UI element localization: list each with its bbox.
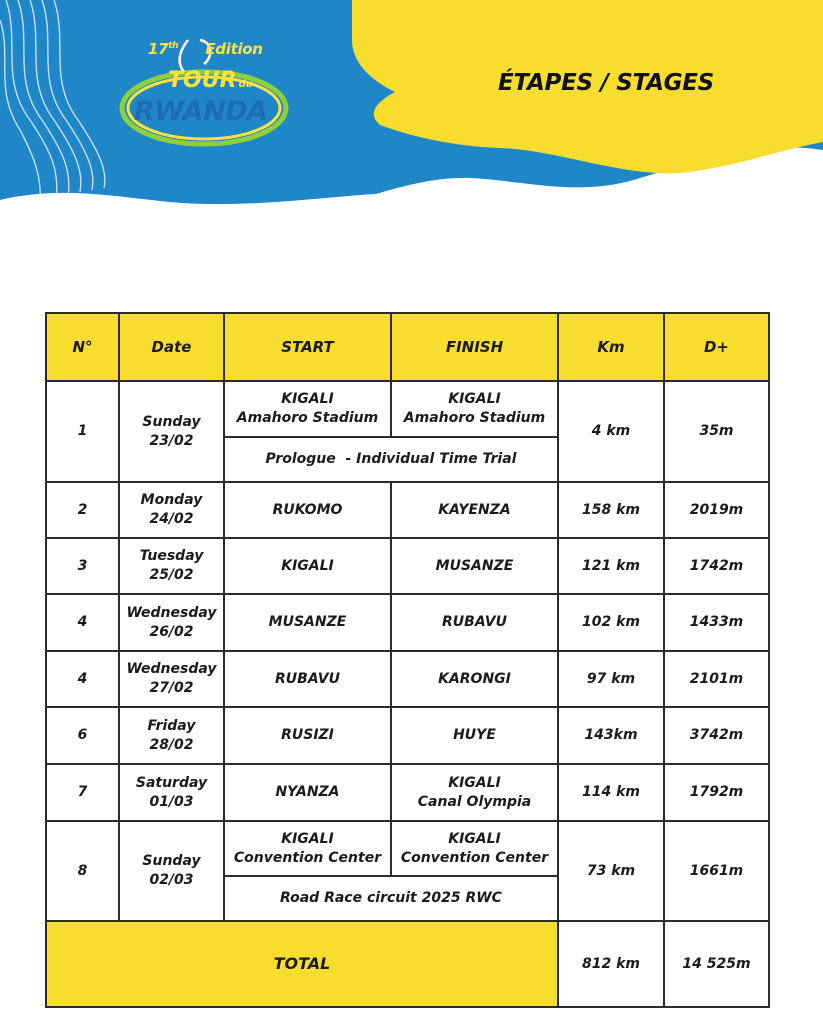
- stage-date-value: 02/03: [149, 872, 194, 888]
- stage-start: [224, 821, 391, 876]
- stage-date-value: 28/02: [149, 736, 194, 753]
- stage-number: 3: [77, 557, 88, 574]
- logo-rwanda: RWANDA: [134, 96, 268, 127]
- logo-du: du: [238, 79, 253, 90]
- stage-elevation: 1792m: [689, 784, 744, 801]
- finish-city: KIGALI: [448, 830, 501, 847]
- finish-city: KIGALI: [448, 391, 501, 408]
- stage-start: KIGALI: [281, 557, 334, 574]
- stage-elevation: 1661m: [689, 862, 744, 879]
- stage-elevation: 2101m: [689, 670, 744, 687]
- stage-date-value: 24/02: [149, 511, 194, 527]
- stage-start: RUSIZI: [281, 727, 334, 744]
- stage-note: Road Race circuit 2025 RWC: [280, 890, 502, 907]
- stage-number: 8: [77, 862, 88, 879]
- stage-km: 114 km: [582, 784, 640, 801]
- stage-date-value: 23/02: [149, 432, 194, 449]
- col-header-date: Date: [151, 337, 192, 356]
- stage-km: 121 km: [582, 557, 640, 574]
- start-city: KIGALI: [281, 391, 334, 408]
- stage-elevation: 35m: [699, 423, 734, 440]
- stage-elevation: 3742m: [689, 727, 744, 744]
- total-km: 812 km: [582, 955, 640, 972]
- finish-city: KIGALI: [448, 774, 501, 791]
- stage-day: Saturday: [135, 774, 208, 791]
- stage-date-value: 27/02: [149, 680, 194, 696]
- stage-km: 4 km: [591, 423, 631, 440]
- stage-note: Prologue - Individual Time Trial: [265, 451, 517, 468]
- stage-day: Monday: [140, 492, 203, 509]
- stage-finish: KAYENZA: [438, 501, 511, 518]
- stage-date: [119, 381, 224, 482]
- stage-date: [119, 707, 224, 764]
- stage-start: MUSANZE: [268, 614, 347, 631]
- stage-date-value: 26/02: [149, 623, 194, 640]
- stage-day: Friday: [147, 717, 196, 734]
- stage-km: 102 km: [582, 614, 640, 631]
- finish-venue: Amahoro Stadium: [403, 410, 546, 426]
- stage-date: [119, 651, 224, 707]
- stage-number: 6: [77, 727, 88, 744]
- stage-number: 1: [77, 423, 88, 440]
- total-elevation: 14 525m: [682, 955, 751, 972]
- stage-finish: [391, 381, 558, 437]
- col-header-number: N°: [72, 337, 93, 356]
- stage-date: [119, 538, 224, 594]
- stage-day: Sunday: [142, 413, 201, 430]
- stage-finish: KARONGI: [438, 670, 511, 687]
- stage-number: 7: [77, 784, 88, 801]
- edition-number: 17: [148, 40, 169, 58]
- stage-finish: [391, 764, 558, 821]
- stage-date: [119, 482, 224, 538]
- finish-venue: Canal Olympia: [417, 793, 532, 810]
- stage-number: 2: [77, 501, 88, 518]
- stage-km: 97 km: [586, 670, 636, 687]
- stage-elevation: 1433m: [689, 614, 744, 631]
- stage-number: 4: [77, 614, 88, 631]
- stage-date: [119, 764, 224, 821]
- stage-day: Sunday: [142, 853, 201, 870]
- stage-finish: RUBAVU: [442, 614, 507, 631]
- stage-start: NYANZA: [275, 784, 340, 801]
- start-city: KIGALI: [281, 830, 334, 847]
- col-header-elevation: D+: [703, 337, 730, 356]
- stage-elevation: 2019m: [689, 501, 744, 518]
- stage-km: 73 km: [586, 862, 636, 879]
- stage-day: Wednesday: [126, 604, 217, 621]
- edition-suffix: th: [168, 41, 179, 51]
- stage-date: [119, 594, 224, 651]
- stage-day: Tuesday: [139, 548, 204, 565]
- stage-start: RUBAVU: [275, 670, 340, 687]
- start-venue: Amahoro Stadium: [236, 410, 379, 426]
- col-header-start: START: [281, 337, 334, 356]
- total-label: TOTAL: [273, 954, 331, 974]
- stage-date-value: 01/03: [149, 793, 194, 810]
- stage-km: 158 km: [582, 501, 640, 518]
- stage-finish: [391, 821, 558, 876]
- logo-tour: TOUR: [168, 68, 237, 93]
- page-title: ÉTAPES / STAGES: [498, 70, 714, 96]
- stage-day: Wednesday: [126, 661, 217, 678]
- start-venue: Convention Center: [233, 849, 382, 866]
- stage-km: 143km: [584, 727, 638, 744]
- stage-finish: HUYE: [453, 727, 496, 744]
- finish-venue: Convention Center: [400, 849, 549, 866]
- stage-finish: MUSANZE: [435, 557, 514, 574]
- edition-word: Edition: [205, 40, 263, 58]
- stage-start: RUKOMO: [272, 501, 343, 518]
- stage-elevation: 1742m: [689, 557, 744, 574]
- col-header-km: Km: [597, 337, 625, 356]
- stage-start: [224, 381, 391, 437]
- stage-date-value: 25/02: [149, 567, 194, 583]
- col-header-finish: FINISH: [445, 337, 504, 356]
- stage-number: 4: [77, 670, 88, 687]
- stage-date: [119, 821, 224, 921]
